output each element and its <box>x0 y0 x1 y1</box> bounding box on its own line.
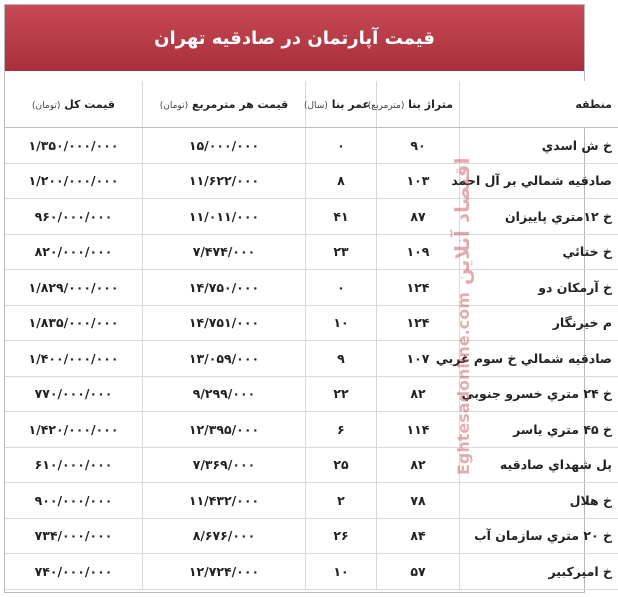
cell-area: ۸۲ <box>377 376 460 412</box>
price-table-card <box>4 4 612 593</box>
cell-price-per-meter: ۷/۴۷۴/۰۰۰ <box>143 234 306 270</box>
cell-price-per-meter: ۱۲/۷۲۴/۰۰۰ <box>143 554 306 590</box>
header-age <box>303 81 377 128</box>
cell-region: خ ۲۴ متري خسرو جنوبي <box>460 376 618 412</box>
cell-area: ۱۲۴ <box>377 305 460 341</box>
cell-age: ۰ <box>306 128 377 164</box>
cell-area: ۱۰۹ <box>377 234 460 270</box>
cell-region: خ امیرکبیر <box>460 554 618 590</box>
cell-area: ۸۷ <box>377 199 460 235</box>
cell-age: ۲۵ <box>306 447 377 483</box>
header-region-label: منطقه <box>575 97 612 111</box>
page-title: قیمت آپارتمان در صادقیه تهران <box>154 27 435 49</box>
cell-area: ۷۸ <box>377 483 460 519</box>
cell-area: ۱۰۳ <box>377 163 460 199</box>
table-row <box>5 199 618 235</box>
table-row <box>5 128 618 164</box>
cell-price-per-meter: ۱۱/۴۳۲/۰۰۰ <box>143 483 306 519</box>
cell-region: صادقیه شمالي بر آل احمد <box>460 163 618 199</box>
table-row <box>5 412 618 448</box>
header-total-price-label: قیمت کل <box>64 97 115 111</box>
cell-area: ۸۲ <box>377 447 460 483</box>
cell-price-per-meter: ۱۴/۷۵۱/۰۰۰ <box>143 305 306 341</box>
header-total-price <box>5 81 143 128</box>
cell-price-per-meter: ۱۳/۰۵۹/۰۰۰ <box>143 341 306 377</box>
header-area-label: متراژ بنا <box>408 97 453 111</box>
table-row <box>5 341 618 377</box>
cell-total-price: ۷۴۰/۰۰۰/۰۰۰ <box>5 554 143 590</box>
header-total-price-unit: (تومان) <box>32 100 61 111</box>
cell-age: ۶ <box>306 412 377 448</box>
cell-age: ۹ <box>306 341 377 377</box>
header-price-per-meter-label: قیمت هر مترمربع <box>191 97 289 111</box>
header-price-per-meter <box>143 81 306 128</box>
cell-age: ۲۳ <box>306 234 377 270</box>
cell-age: ۲۲ <box>306 376 377 412</box>
cell-price-per-meter: ۱۴/۷۵۰/۰۰۰ <box>143 270 306 306</box>
cell-region: خ ۱۲متري پاییزان <box>460 199 618 235</box>
cell-area: ۹۰ <box>377 128 460 164</box>
watermark <box>450 158 474 475</box>
cell-total-price: ۱/۳۵۰/۰۰۰/۰۰۰ <box>5 128 143 164</box>
cell-age: ۲ <box>306 483 377 519</box>
cell-total-price: ۷۷۰/۰۰۰/۰۰۰ <box>5 376 143 412</box>
cell-region: خ ۲۰ متري سازمان آب <box>460 518 618 554</box>
cell-region: خ هلال <box>460 483 618 519</box>
cell-region: خ ختائي <box>460 234 618 270</box>
cell-total-price: ۹۶۰/۰۰۰/۰۰۰ <box>5 199 143 235</box>
table-row <box>5 270 618 306</box>
cell-total-price: ۷۳۴/۰۰۰/۰۰۰ <box>5 518 143 554</box>
cell-region: م خیرنگار <box>460 305 618 341</box>
table-header-row <box>5 81 618 128</box>
table-row <box>5 163 618 199</box>
cell-total-price: ۶۱۰/۰۰۰/۰۰۰ <box>5 447 143 483</box>
cell-area: ۵۷ <box>377 554 460 590</box>
cell-total-price: ۱/۲۰۰/۰۰۰/۰۰۰ <box>5 163 143 199</box>
cell-total-price: ۱/۸۳۵/۰۰۰/۰۰۰ <box>5 305 143 341</box>
cell-price-per-meter: ۱۱/۰۱۱/۰۰۰ <box>143 199 306 235</box>
table-row <box>5 305 618 341</box>
cell-age: ۲۶ <box>306 518 377 554</box>
cell-region: پل شهداي صادقیه <box>460 447 618 483</box>
cell-total-price: ۹۰۰/۰۰۰/۰۰۰ <box>5 483 143 519</box>
header-area <box>367 81 460 128</box>
table-row <box>5 234 618 270</box>
table-row <box>5 554 618 590</box>
cell-price-per-meter: ۹/۲۹۹/۰۰۰ <box>143 376 306 412</box>
cell-region: خ آرمکان دو <box>460 270 618 306</box>
cell-total-price: ۱/۸۲۹/۰۰۰/۰۰۰ <box>5 270 143 306</box>
cell-total-price: ۸۲۰/۰۰۰/۰۰۰ <box>5 234 143 270</box>
header-age-unit: (سال) <box>303 100 328 111</box>
table-row <box>5 447 618 483</box>
cell-price-per-meter: ۱۲/۳۹۵/۰۰۰ <box>143 412 306 448</box>
header-region <box>460 81 618 128</box>
header-age-label: عمر بنا <box>331 97 370 111</box>
title-bar <box>5 5 584 71</box>
cell-area: ۱۰۷ <box>377 341 460 377</box>
price-table <box>5 81 618 590</box>
cell-price-per-meter: ۱۵/۰۰۰/۰۰۰ <box>143 128 306 164</box>
cell-area: ۸۴ <box>377 518 460 554</box>
table-row <box>5 376 618 412</box>
cell-area: ۱۱۴ <box>377 412 460 448</box>
table-row <box>5 483 618 519</box>
cell-price-per-meter: ۸/۶۷۶/۰۰۰ <box>143 518 306 554</box>
cell-total-price: ۱/۴۰۰/۰۰۰/۰۰۰ <box>5 341 143 377</box>
cell-age: ۱۰ <box>306 554 377 590</box>
watermark-en: Eghtesadonline.com <box>454 292 473 475</box>
cell-total-price: ۱/۴۲۰/۰۰۰/۰۰۰ <box>5 412 143 448</box>
table-body <box>5 128 618 590</box>
cell-area: ۱۲۴ <box>377 270 460 306</box>
cell-region: خ ۴۵ متري یاسر <box>460 412 618 448</box>
header-price-per-meter-unit: (تومان) <box>159 100 189 111</box>
cell-price-per-meter: ۱۱/۶۲۲/۰۰۰ <box>143 163 306 199</box>
cell-age: ۱۰ <box>306 305 377 341</box>
watermark-fa: اقتصاد آنلاین <box>450 157 474 286</box>
cell-price-per-meter: ۷/۳۶۹/۰۰۰ <box>143 447 306 483</box>
table-row <box>5 518 618 554</box>
cell-age: ۸ <box>306 163 377 199</box>
cell-age: ۴۱ <box>306 199 377 235</box>
cell-region: صادقیه شمالي خ سوم غربي <box>460 341 618 377</box>
header-area-unit: (مترمربع) <box>367 100 405 111</box>
cell-age: ۰ <box>306 270 377 306</box>
cell-region: خ ش اسدي <box>460 128 618 164</box>
